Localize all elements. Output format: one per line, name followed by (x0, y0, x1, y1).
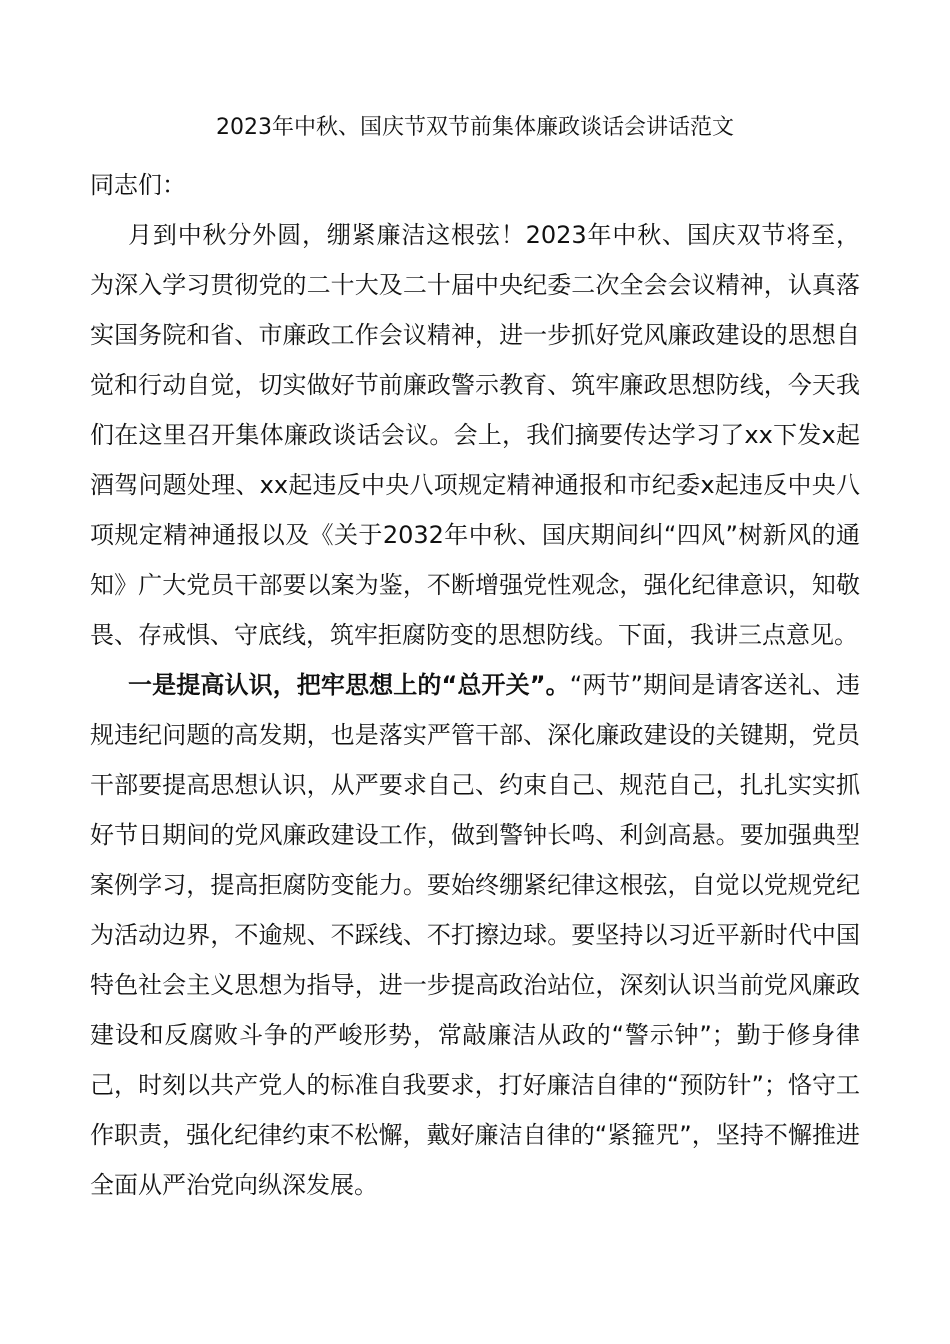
paragraph-1 (90, 210, 860, 660)
document-title: 2023年中秋、国庆节双节前集体廉政谈话会讲话范文 (216, 115, 734, 140)
paragraph-2-text: “两节”期间是请客送礼、违规违纪问题的高发期，也是落实严管干部、深化廉政建设的关键期，党员干部要提高思想认识，从严要求自己、约束自己、规范自己，扎扎实实抓好节日期间的党风廉政建设工作，做到警钟长鸣、利剑高悬。要加强典型案例学习，提高拒腐防变能力。要始终绷紧纪律这根弦，自觉以党规党纪为活动边界，不逾规、不踩线、不打擦边球。要坚持以习近平新时代中国特色社会主义思想为指导，进一步提高政治站位，深刻认识当前党风廉政建设和反腐败斗争的严峻形势，常敲廉洁从政的“警示钟”；勤于修身律己，时刻以共产党人的标准自我要求，打好廉洁自律的“预防针”；恪守工作职责，强化纪律约束不松懈，戴好廉洁自律的“紧箍咒”，坚持不懈推进全面从严治党向纵深发展。 (90, 671, 861, 1199)
document-body (90, 160, 860, 1210)
paragraph-1-text: 月到中秋分外圆，绷紧廉洁这根弦！2023年中秋、国庆双节将至，为深入学习贯彻党的二十大及二十届中央纪委二次全会会议精神，认真落实国务院和省、市廉政工作会议精神，进一步抓好党风廉政建设的思想自觉和行动自觉，切实做好节前廉政警示教育、筑牢廉政思想防线，今天我们在这里召开集体廉政谈话会议。会上，我们摘要传达学习了xx下发x起酒驾问题处理、xx起违反中央八项规定精神通报和市纪委x起违反中央八项规定精神通报以及《关于2032年中秋、国庆期间纠“四风”树新风的通知》广大党员干部要以案为鉴，不断增强党性观念，强化纪律意识，知敬畏、存戒惧、守底线，筑牢拒腐防变的思想防线。下面，我讲三点意见。 (90, 221, 860, 649)
paragraph-2-lead: 一是提高认识，把牢思想上的“总开关”。 (128, 671, 570, 699)
paragraph-2 (90, 660, 860, 1210)
salutation: 同志们： (90, 171, 186, 199)
